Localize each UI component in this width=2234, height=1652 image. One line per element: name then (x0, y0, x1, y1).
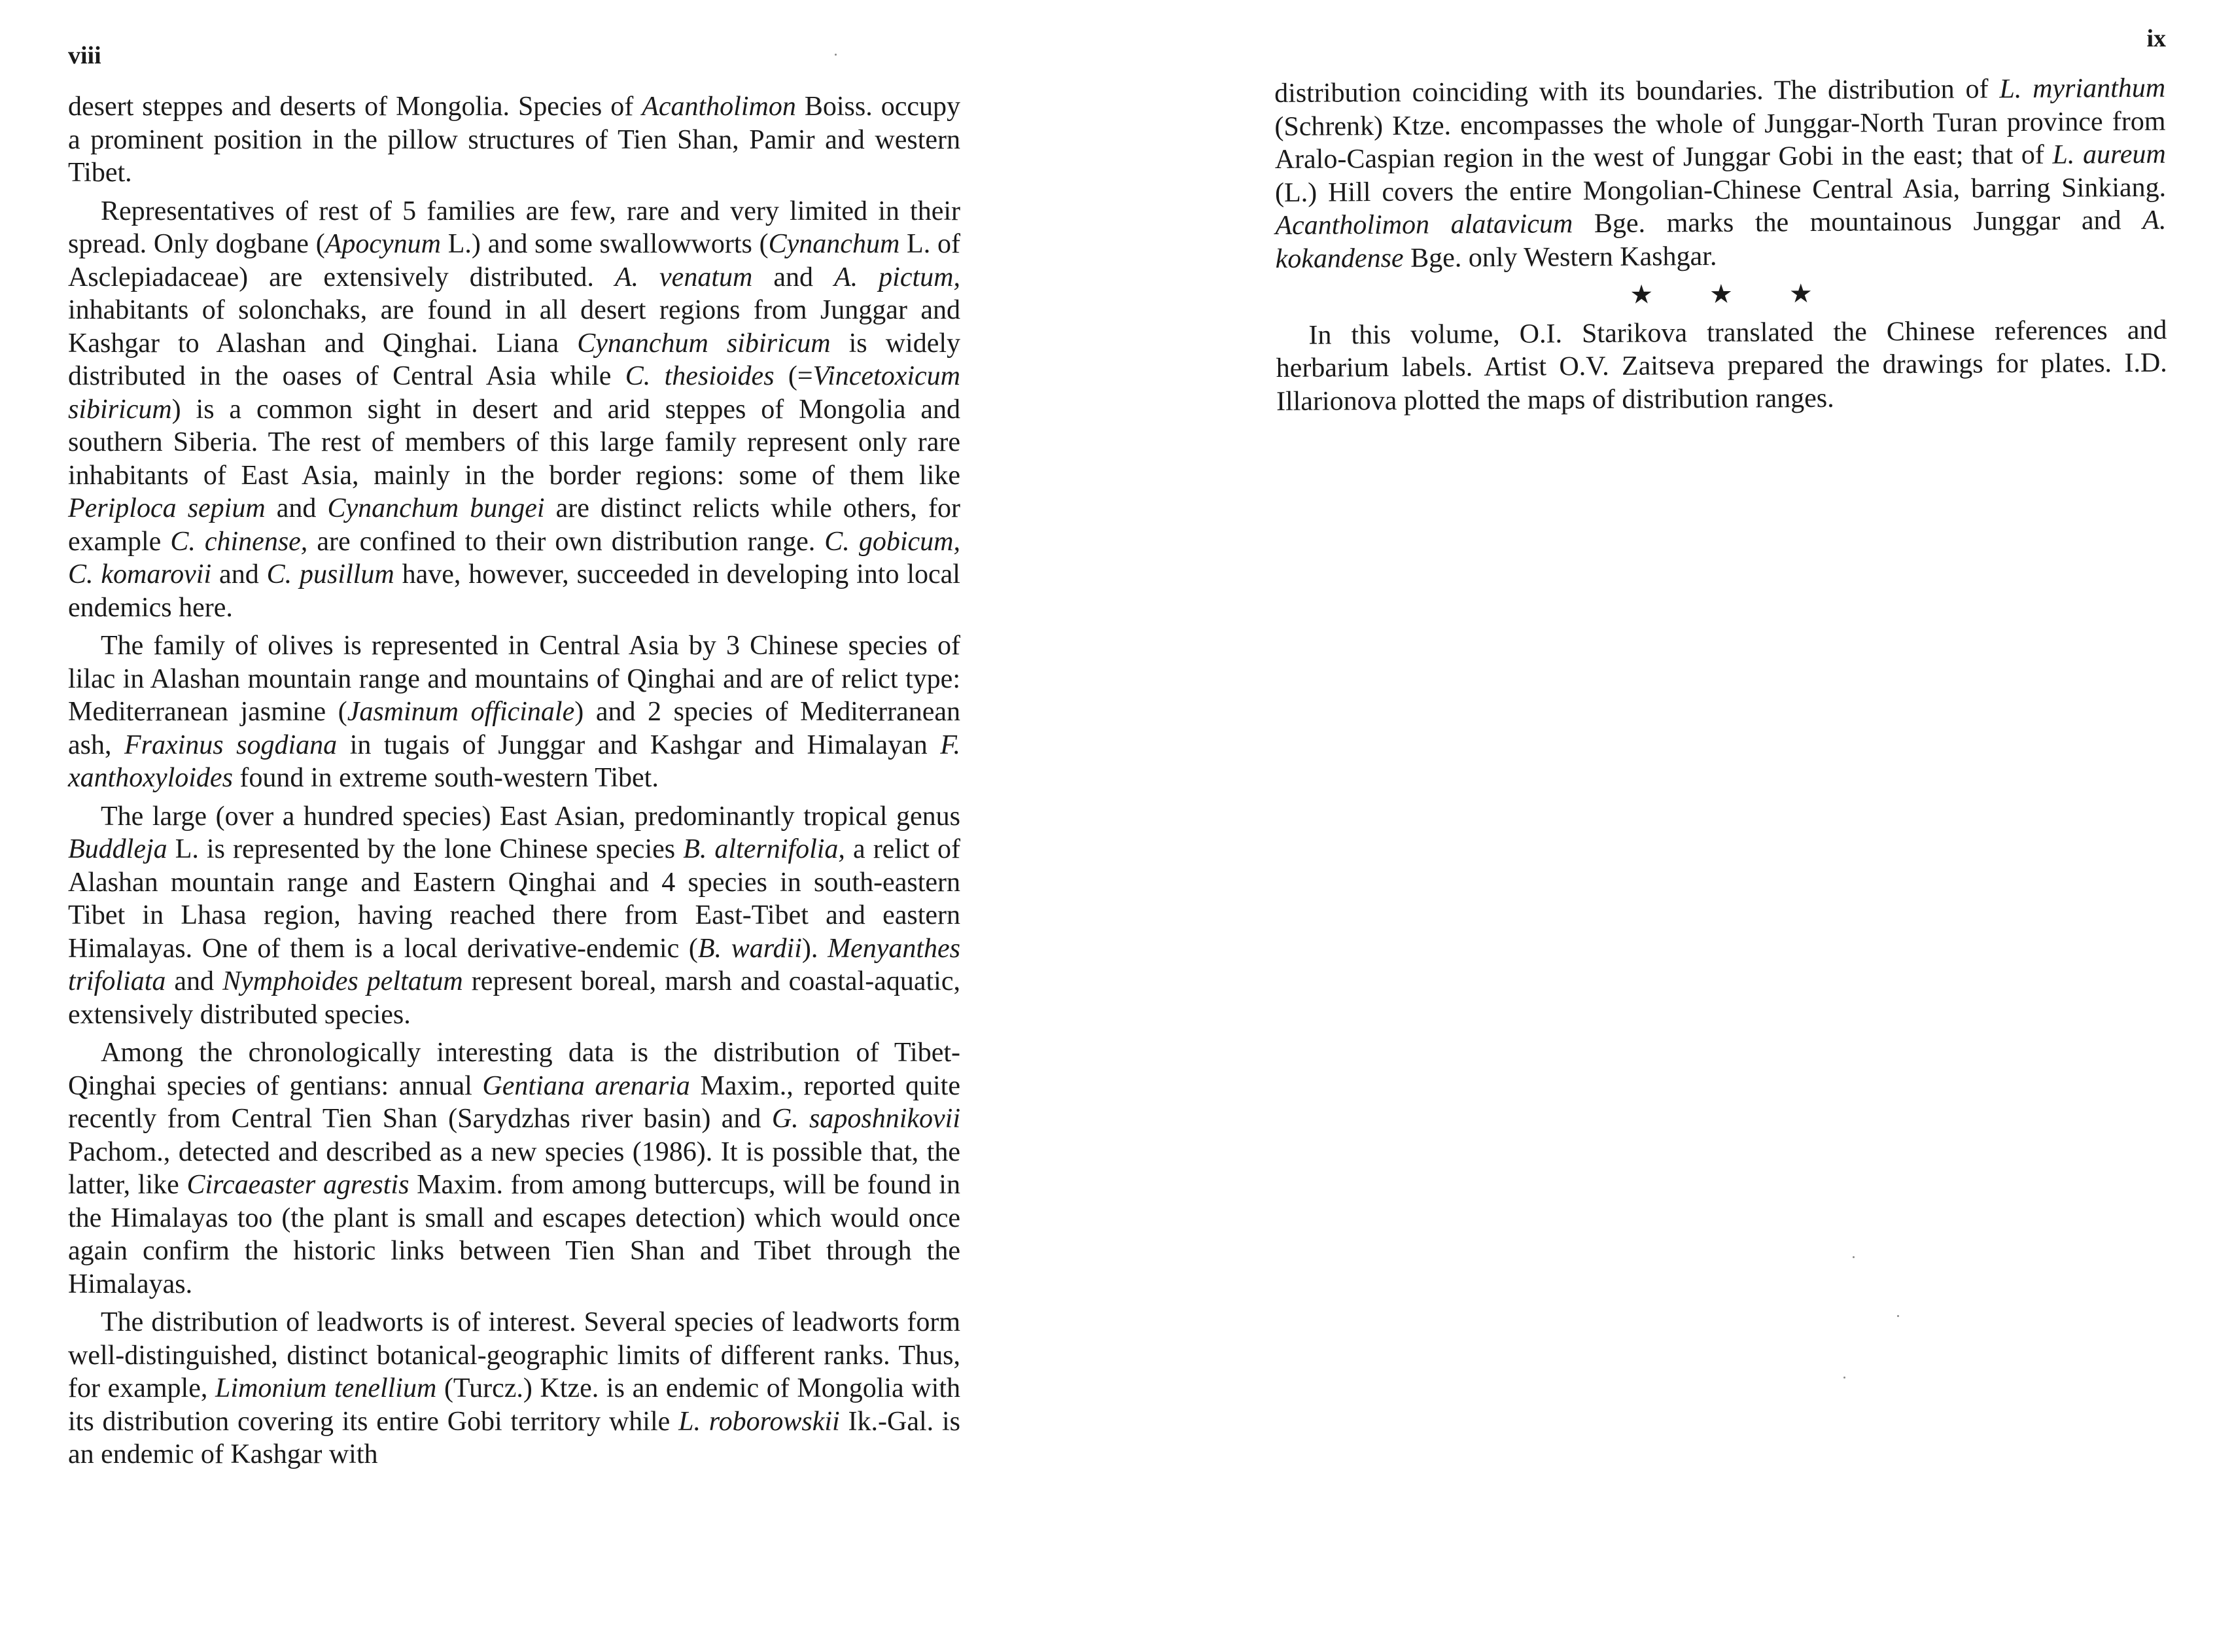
text-run: Ik.-Gal. is an endemic of Kashgar with (68, 1406, 960, 1469)
section-separator-stars: ★ ★ ★ (1630, 278, 1838, 309)
left-paragraph-5 (68, 1036, 960, 1301)
text-run: Maxim. from among buttercups, will be found in the Himalayas too (the plant is small and escapes detection) which would once again confirm the historic links between Tien Shan and Tibet through the Himalayas. (68, 1170, 960, 1299)
italic-text-run: Limonium tenellium (215, 1373, 437, 1403)
text-run: is widely distributed in the oases of Central Asia while (68, 328, 961, 391)
italic-text-run: L. aureum (2052, 139, 2166, 170)
text-run: and (211, 559, 267, 589)
italic-text-run: B. wardii (697, 933, 802, 964)
text-run: desert steppes and deserts of Mongolia. Species of (68, 92, 642, 122)
italic-text-run: Jasminum officinale (347, 697, 575, 727)
italic-text-run: C. thesioides (625, 361, 775, 391)
text-run: (= (774, 361, 813, 391)
italic-text-run: Circaeaster agrestis (186, 1170, 410, 1200)
text-run: (Schrenk) Ktze. encompasses the whole of Junggar-North Turan province from Aralo-Caspian region in the west of Junggar Gobi in the east; that of (1274, 106, 2166, 175)
text-run: ) is a common sight in desert and arid steppes of Mongolia and southern Siberia. The rest of members of this large family represent only rare inhabitants of East Asia, mainly in the border regions: some of them like (68, 394, 960, 491)
italic-text-run: Gentiana arenaria (482, 1070, 690, 1101)
left-page-text (68, 90, 960, 1471)
text-run: a relict of Alashan mountain range and Eastern Qinghai and 4 species in south-eastern Tibet in Lhasa region, having reached there from East-Tibet and eastern Himalayas. One of them is a local derivative-endemic ( (68, 834, 961, 964)
text-run: The distribution of leadworts is of interest. Several species of leadworts form well-distinguished, distinct botanical-geographic limits of different ranks. Thus, for example, (68, 1307, 960, 1403)
italic-text-run: C. chinense, (170, 526, 308, 557)
text-run: found in extreme south-western Tibet. (232, 763, 659, 793)
text-run: L.) and some swallowworts ( (441, 229, 769, 259)
italic-text-run: L. roborowskii (678, 1406, 840, 1437)
scan-speck (835, 54, 837, 56)
text-run: The family of olives is represented in Central Asia by 3 Chinese species of lilac in Alashan mountain range and mountains of Qinghai and are of relict type: Mediterranean jasmine ( (68, 631, 960, 727)
text-run: Bge. marks the mountainous Junggar and (1573, 205, 2143, 239)
italic-text-run: Apocynum (324, 229, 441, 259)
left-paragraph-2 (68, 195, 960, 625)
italic-text-run: A. venatum (614, 262, 753, 292)
italic-text-run: Acantholimon (642, 92, 796, 122)
right-page-number: ix (2146, 25, 2166, 52)
italic-text-run: A. pictum, (834, 262, 960, 292)
text-run: In this volume, O.I. Starikova translated the Chinese references and herbarium labels. Artist O.V. Zaitseva prepared the drawings for plates. I.D. Illarionova plotted the maps of distribution ranges. (1276, 315, 2167, 417)
italic-text-run: C. pusillum (266, 559, 394, 589)
italic-text-run: Nymphoides peltatum (222, 966, 463, 996)
italic-text-run: Periploca sepium (68, 493, 266, 523)
italic-text-run: F. xanthoxyloides (68, 729, 960, 793)
italic-text-run: L. myrianthum (1999, 73, 2166, 105)
text-run: are distinct relicts while others, for example (68, 493, 960, 557)
scan-speck (1897, 1315, 1899, 1317)
italic-text-run: Buddleja (68, 834, 167, 864)
text-run: Representatives of rest of 5 families are few, rare and very limited in their spread. Only dogbane ( (68, 196, 960, 259)
left-paragraph-4 (68, 800, 960, 1032)
italic-text-run: Vincetoxicum sibiricum (68, 361, 960, 425)
italic-text-run: Fraxinus sogdiana (124, 729, 338, 760)
text-run: and (752, 262, 834, 292)
left-paragraph-6 (68, 1306, 960, 1471)
text-run: Pachom., detected and described as a new species (1986). It is possible that, the latter, like (68, 1136, 960, 1200)
text-run: Among the chronologically interesting data is the distribution of Tibet-Qinghai species of gentians: annual (68, 1038, 960, 1101)
text-run: ) and 2 species of Mediterranean ash, (68, 697, 960, 760)
text-run: have, however, succeeded in developing into local endemics here. (68, 559, 960, 623)
scan-speck (1853, 1256, 1855, 1258)
text-run: ). (801, 933, 828, 964)
italic-text-run: Cynanchum (768, 229, 900, 259)
right-paragraph-credits (1276, 313, 2167, 418)
text-run: are confined to their own distribution range. (307, 526, 825, 557)
italic-text-run: Menyanthes trifoliata (68, 933, 960, 996)
text-run: The large (over a hundred species) East Asian, predominantly tropical genus (101, 801, 960, 832)
text-run: L. is represented by the lone Chinese species (167, 834, 684, 864)
left-page-number: viii (68, 42, 101, 69)
text-run: represent boreal, marsh and coastal-aquatic, extensively distributed species. (68, 966, 960, 1030)
italic-text-run: Cynanchum sibiricum (577, 328, 831, 359)
text-run: Maxim., reported quite recently from Central Tien Shan (Sarydzhas river basin) and (68, 1070, 960, 1134)
text-run: (L.) Hill covers the entire Mongolian-Chinese Central Asia, barring Sinkiang. (1274, 172, 2167, 208)
text-run: Boiss. occupy a prominent position in the pillow structures of Tien Shan, Pamir and western Tibet. (68, 92, 960, 188)
text-run: distribution coinciding with its boundaries. The distribution of (1274, 74, 2000, 109)
italic-text-run: C. gobicum, C. komarovii (68, 526, 960, 589)
text-run: (Turcz.) Ktze. is an endemic of Mongolia with its distribution covering its entire Gobi territory while (68, 1373, 960, 1437)
text-run: and (265, 493, 328, 523)
right-page-text (1274, 72, 2167, 418)
italic-text-run: A. kokandense (1275, 205, 2167, 274)
text-run: inhabitants of solonchaks, are found in all desert regions from Junggar and Kashgar to Alashan and Qinghai. Liana (68, 295, 960, 359)
italic-text-run: B. alternifolia, (683, 834, 845, 864)
left-paragraph-3 (68, 629, 960, 795)
right-paragraph-1 (1274, 72, 2167, 275)
text-run: Bge. only Western Kashgar. (1403, 241, 1717, 273)
text-run: in tugais of Junggar and Kashgar and Himalayan (337, 729, 941, 760)
italic-text-run: Acantholimon alatavicum (1275, 209, 1573, 241)
italic-text-run: Cynanchum bungei (327, 493, 545, 523)
scan-speck (1843, 1377, 1845, 1379)
text-run: L. of Asclepiadaceae) are extensively distributed. (68, 229, 960, 292)
left-paragraph-1 (68, 90, 960, 190)
text-run: and (166, 966, 223, 996)
italic-text-run: G. saposhnikovii (771, 1104, 960, 1134)
